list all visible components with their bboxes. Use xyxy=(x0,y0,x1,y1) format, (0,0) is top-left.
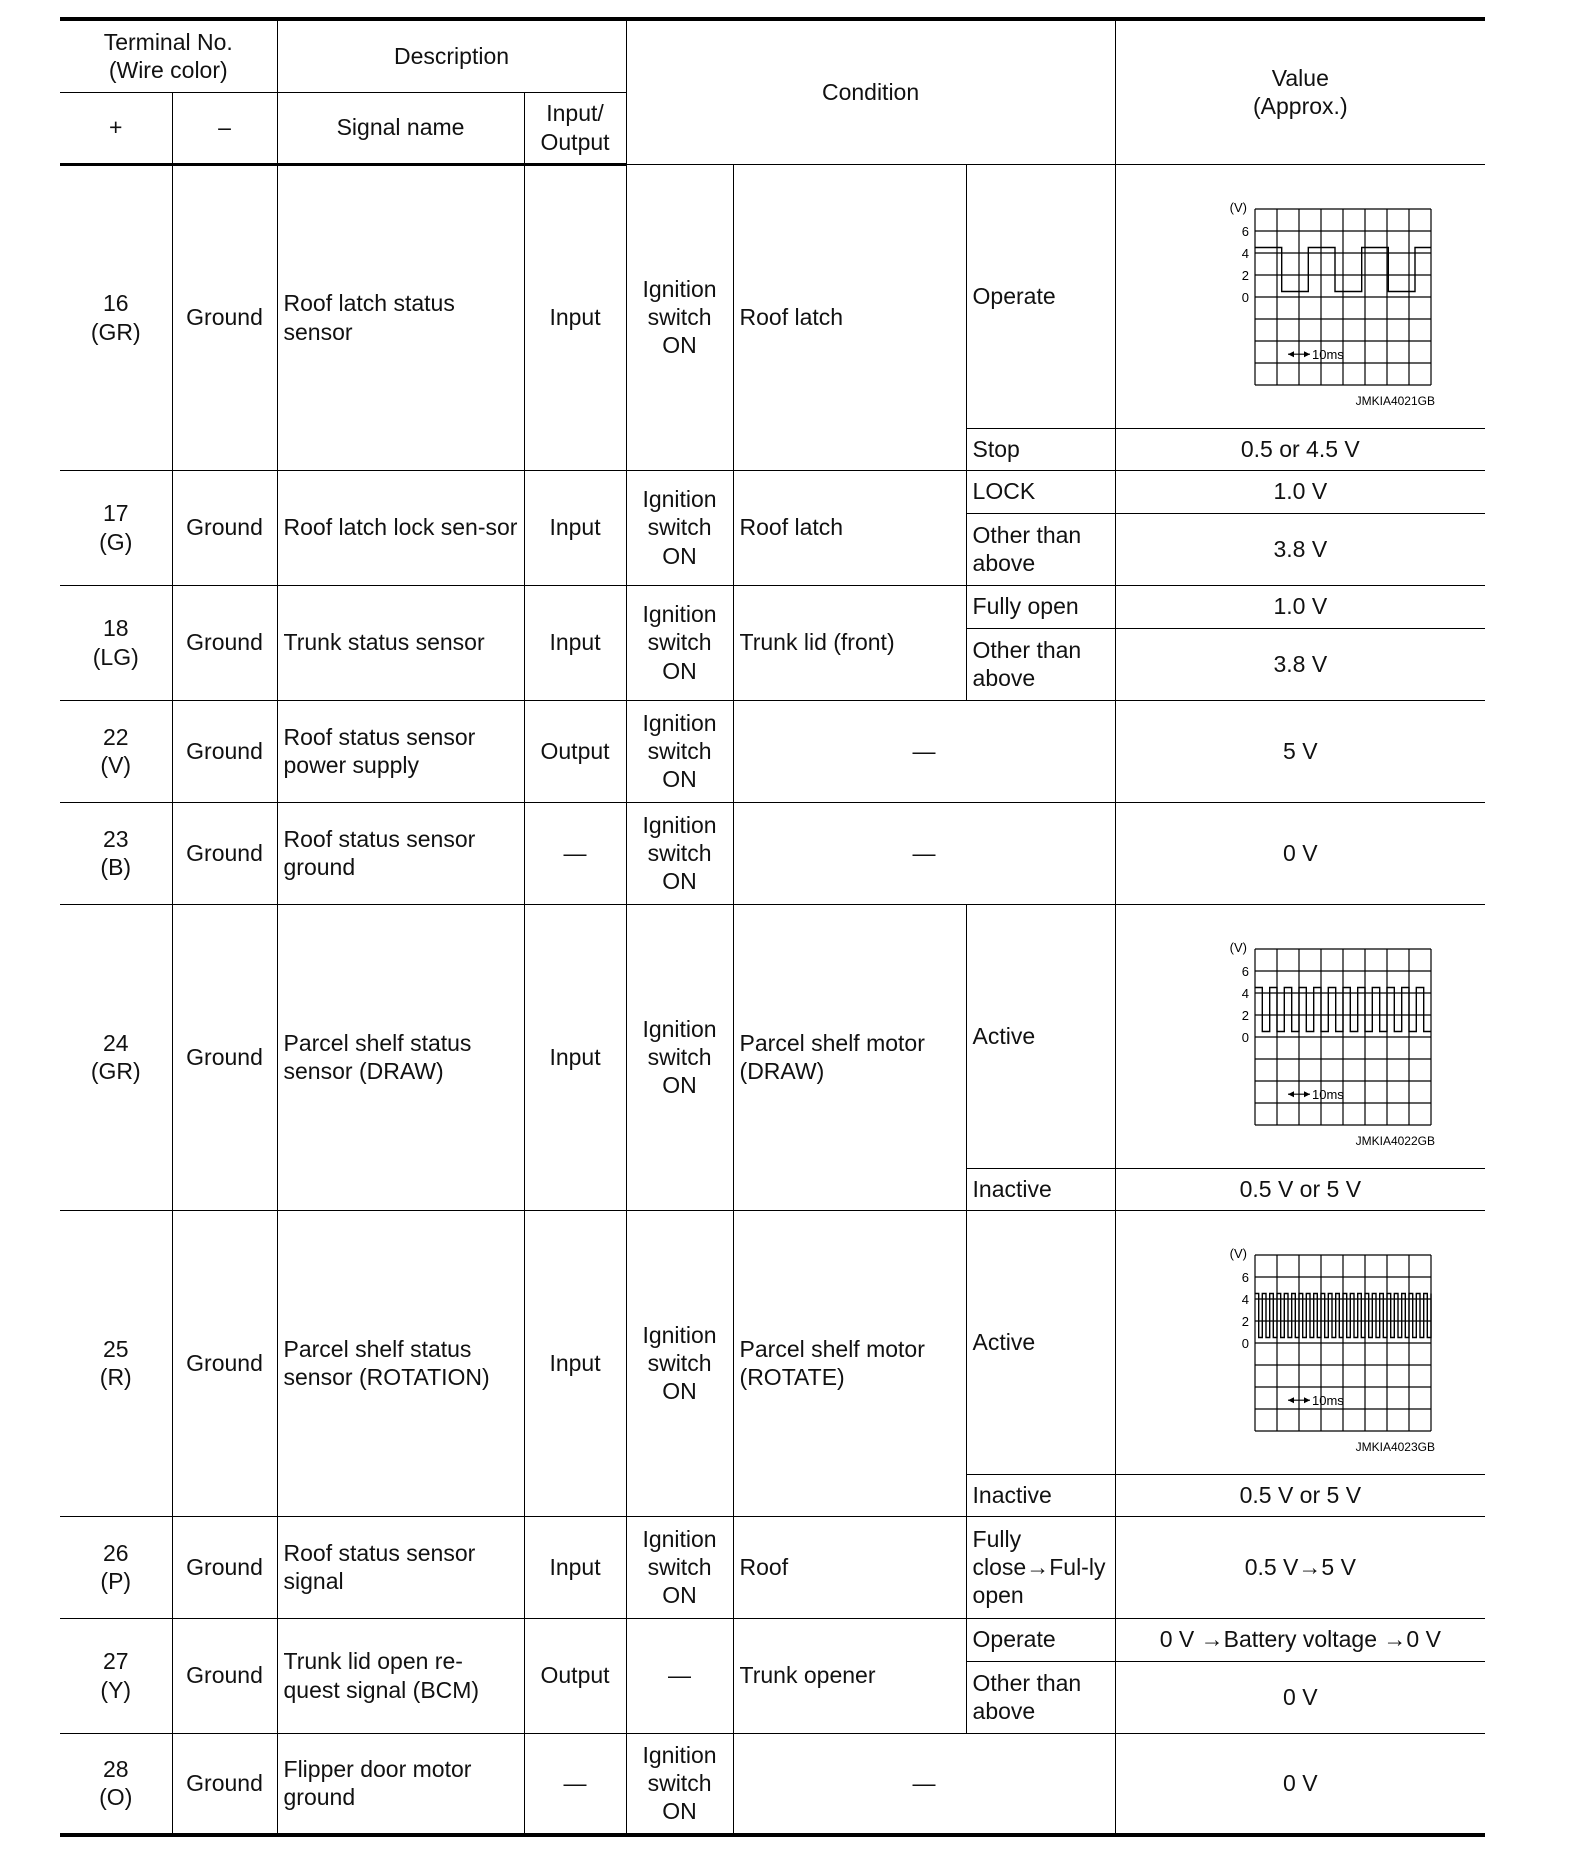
header-signal-name: Signal name xyxy=(277,92,524,164)
y-tick-label: 0 xyxy=(1242,290,1250,305)
y-tick-label: 4 xyxy=(1242,1292,1250,1307)
state-cell: Operate xyxy=(966,164,1115,428)
io-cell: Input xyxy=(524,470,626,585)
io-cell: Output xyxy=(524,1618,626,1733)
signal-name-cell: Roof status sensor ground xyxy=(277,802,524,904)
arrow-left-icon xyxy=(1288,1091,1294,1097)
wire-color: (G) xyxy=(99,528,133,555)
header-input-output xyxy=(524,92,626,164)
y-tick-label: 0 xyxy=(1242,1030,1250,1045)
header-plus: + xyxy=(60,92,172,164)
wire-color: (V) xyxy=(100,752,132,778)
ground-cell: Ground xyxy=(172,802,277,904)
terminal-number: 18 xyxy=(102,615,129,642)
condition-cell: Roof latch xyxy=(733,164,966,470)
io-cell: Output xyxy=(524,700,626,802)
value-cell: 0.5 or 4.5 V xyxy=(1115,428,1485,470)
ground-cell: Ground xyxy=(172,1516,277,1618)
ignition-cell xyxy=(626,164,733,470)
ground-cell: Ground xyxy=(172,904,277,1210)
terminal-number: 27 xyxy=(102,1648,129,1675)
state-cell: Stop xyxy=(966,428,1115,470)
table-row xyxy=(60,700,1485,802)
wire-color: (LG) xyxy=(92,643,139,670)
arrow-left-icon xyxy=(1288,351,1294,357)
condition-cell: Roof latch xyxy=(733,470,966,585)
ign-line2: switch xyxy=(647,514,712,541)
ignition-cell xyxy=(626,585,733,700)
signal-name-cell: Roof status sensor power supply xyxy=(277,700,524,802)
value-cell: 0 V →Battery voltage →0 V xyxy=(1115,1618,1485,1661)
state-cell: Other than above xyxy=(966,513,1115,585)
ground-cell: Ground xyxy=(172,1210,277,1516)
signal-name-cell: Roof latch status sensor xyxy=(277,164,524,470)
y-axis-unit: (V) xyxy=(1229,200,1248,215)
signal-name-cell: Parcel shelf status sensor (DRAW) xyxy=(277,904,524,1210)
table-row xyxy=(60,1618,1485,1661)
arrow-left-icon xyxy=(1288,1397,1294,1403)
header-io-line2: Output xyxy=(540,128,610,155)
value-cell: 0 V xyxy=(1115,1661,1485,1733)
ground-cell: Ground xyxy=(172,1618,277,1733)
y-tick-label: 6 xyxy=(1242,964,1250,979)
terminal-number: 23 xyxy=(102,825,129,852)
terminal-cell xyxy=(60,585,172,700)
ign-line3: ON xyxy=(662,1798,697,1825)
terminal-number: 25 xyxy=(102,1335,129,1362)
state-cell: Fully close→Ful-ly open xyxy=(966,1516,1115,1618)
waveform-cell xyxy=(1115,904,1485,1168)
header-io-line1: Input/ xyxy=(546,100,604,127)
io-cell: Input xyxy=(524,904,626,1210)
ign-line3: ON xyxy=(662,1582,697,1609)
ign-line2: switch xyxy=(647,1553,712,1580)
wire-color: (O) xyxy=(99,1784,133,1811)
ign-line2: switch xyxy=(647,1043,712,1070)
io-cell: Input xyxy=(524,1210,626,1516)
signal-name-cell: Flipper door motor ground xyxy=(277,1733,524,1835)
terminal-cell xyxy=(60,1516,172,1618)
ign-line1: Ignition xyxy=(642,1015,717,1042)
signal-name-cell: Parcel shelf status sensor (ROTATION) xyxy=(277,1210,524,1516)
y-tick-label: 4 xyxy=(1242,246,1250,261)
table-row xyxy=(60,802,1485,904)
terminal-cell xyxy=(60,470,172,585)
ground-cell: Ground xyxy=(172,585,277,700)
terminal-number: 28 xyxy=(102,1756,129,1783)
ign-line3: ON xyxy=(662,657,697,684)
header-terminal-no-label: Terminal No. xyxy=(103,29,233,56)
state-cell: Operate xyxy=(966,1618,1115,1661)
table-row xyxy=(60,470,1485,513)
time-scale-label: 10ms xyxy=(1312,1087,1345,1103)
wire-color: (P) xyxy=(100,1568,132,1594)
time-scale-label: 10ms xyxy=(1312,347,1345,363)
condition-cell: Parcel shelf motor (ROTATE) xyxy=(733,1210,966,1516)
condition-cell: Parcel shelf motor (DRAW) xyxy=(733,904,966,1210)
state-cell: Inactive xyxy=(966,1168,1115,1210)
header-value xyxy=(1115,19,1485,164)
waveform-cell xyxy=(1115,1210,1485,1474)
figure-ref-code: JMKIA4021GB xyxy=(1355,394,1436,408)
state-cell: Active xyxy=(966,1210,1115,1474)
terminal-number: 24 xyxy=(102,1029,129,1056)
ign-line1: Ignition xyxy=(642,811,717,838)
ign-line3: ON xyxy=(662,868,697,895)
value-cell: 0.5 V→5 V xyxy=(1115,1516,1485,1618)
terminal-number: 26 xyxy=(102,1539,129,1566)
arrow-right-icon xyxy=(1304,1397,1310,1403)
terminal-cell xyxy=(60,1733,172,1835)
ignition-cell xyxy=(626,802,733,904)
figure-ref-code: JMKIA4022GB xyxy=(1355,1134,1436,1148)
signal-name-cell: Trunk lid open re-quest signal (BCM) xyxy=(277,1618,524,1733)
ignition-cell: — xyxy=(626,1618,733,1733)
condition-cell: — xyxy=(733,1733,1115,1835)
waveform-cell xyxy=(1115,164,1485,428)
header-minus: – xyxy=(172,92,277,164)
figure-ref-code: JMKIA4023GB xyxy=(1355,1440,1436,1454)
header-condition: Condition xyxy=(626,19,1115,164)
value-cell: 1.0 V xyxy=(1115,470,1485,513)
wire-color: (GR) xyxy=(90,318,141,345)
terminal-cell xyxy=(60,802,172,904)
io-cell: Input xyxy=(524,1516,626,1618)
ground-cell: Ground xyxy=(172,700,277,802)
condition-cell: Roof xyxy=(733,1516,966,1618)
value-cell: 0 V xyxy=(1115,1733,1485,1835)
y-axis-unit: (V) xyxy=(1229,940,1248,955)
ign-line1: Ignition xyxy=(642,709,717,736)
terminal-cell xyxy=(60,164,172,470)
ign-line2: switch xyxy=(647,1349,712,1376)
state-cell: Other than above xyxy=(966,1661,1115,1733)
table-row xyxy=(60,1210,1485,1474)
terminal-number: 17 xyxy=(102,500,129,527)
ign-line1: Ignition xyxy=(642,1525,717,1552)
state-cell: Fully open xyxy=(966,585,1115,628)
header-terminal-no xyxy=(60,19,277,92)
time-scale-label: 10ms xyxy=(1312,1393,1345,1409)
signal-name-cell: Roof status sensor signal xyxy=(277,1516,524,1618)
y-tick-label: 2 xyxy=(1242,268,1250,283)
wire-color: (R) xyxy=(99,1364,132,1390)
ignition-cell xyxy=(626,470,733,585)
condition-cell: — xyxy=(733,700,1115,802)
ign-line2: switch xyxy=(647,1770,712,1797)
condition-cell: Trunk opener xyxy=(733,1618,966,1733)
ign-line3: ON xyxy=(662,542,697,569)
waveform-chart xyxy=(1155,921,1445,1151)
terminal-table xyxy=(60,17,1485,1837)
terminal-number: 22 xyxy=(102,723,129,750)
ignition-cell xyxy=(626,1210,733,1516)
terminal-cell xyxy=(60,1618,172,1733)
header-description: Description xyxy=(277,19,626,92)
header-value-label: Value xyxy=(1271,65,1329,92)
io-cell: — xyxy=(524,1733,626,1835)
wire-color: (B) xyxy=(100,854,132,880)
ign-line1: Ignition xyxy=(642,486,717,513)
value-cell: 0.5 V or 5 V xyxy=(1115,1474,1485,1516)
y-tick-label: 2 xyxy=(1242,1314,1250,1329)
ign-line1: Ignition xyxy=(642,1742,717,1769)
terminal-cell xyxy=(60,700,172,802)
value-cell: 0 V xyxy=(1115,802,1485,904)
waveform-chart xyxy=(1155,181,1445,411)
terminal-cell xyxy=(60,904,172,1210)
state-cell: Inactive xyxy=(966,1474,1115,1516)
state-cell: Other than above xyxy=(966,628,1115,700)
terminal-number: 16 xyxy=(102,290,129,317)
table-row xyxy=(60,1516,1485,1618)
ign-line2: switch xyxy=(647,303,712,330)
io-cell: Input xyxy=(524,164,626,470)
state-cell: LOCK xyxy=(966,470,1115,513)
signal-name-cell: Trunk status sensor xyxy=(277,585,524,700)
table-row xyxy=(60,585,1485,628)
signal-trace xyxy=(1255,1294,1431,1338)
value-cell: 0.5 V or 5 V xyxy=(1115,1168,1485,1210)
y-tick-label: 0 xyxy=(1242,1336,1250,1351)
y-tick-label: 4 xyxy=(1242,986,1250,1001)
ign-line1: Ignition xyxy=(642,601,717,628)
ignition-cell xyxy=(626,1516,733,1618)
header-wire-color-label: (Wire color) xyxy=(108,57,228,84)
condition-cell: — xyxy=(733,802,1115,904)
ign-line2: switch xyxy=(647,839,712,866)
y-tick-label: 6 xyxy=(1242,224,1250,239)
ign-line3: ON xyxy=(662,332,697,359)
arrow-right-icon xyxy=(1304,351,1310,357)
value-cell: 5 V xyxy=(1115,700,1485,802)
ign-line1: Ignition xyxy=(642,275,717,302)
ign-line1: Ignition xyxy=(642,1321,717,1348)
y-tick-label: 2 xyxy=(1242,1008,1250,1023)
ign-line2: switch xyxy=(647,737,712,764)
value-cell: 1.0 V xyxy=(1115,585,1485,628)
y-tick-label: 6 xyxy=(1242,1270,1250,1285)
io-cell: Input xyxy=(524,585,626,700)
waveform-chart xyxy=(1155,1227,1445,1457)
ignition-cell xyxy=(626,904,733,1210)
state-cell: Active xyxy=(966,904,1115,1168)
signal-name-cell: Roof latch lock sen-sor xyxy=(277,470,524,585)
wire-color: (GR) xyxy=(90,1058,141,1084)
ign-line2: switch xyxy=(647,629,712,656)
table-row xyxy=(60,1733,1485,1835)
table-row xyxy=(60,164,1485,428)
ignition-cell xyxy=(626,700,733,802)
ign-line3: ON xyxy=(662,1378,697,1405)
ign-line3: ON xyxy=(662,766,697,793)
value-cell: 3.8 V xyxy=(1115,513,1485,585)
ground-cell: Ground xyxy=(172,1733,277,1835)
arrow-right-icon xyxy=(1304,1091,1310,1097)
io-cell: — xyxy=(524,802,626,904)
table-row xyxy=(60,904,1485,1168)
y-axis-unit: (V) xyxy=(1229,1246,1248,1261)
value-cell: 3.8 V xyxy=(1115,628,1485,700)
ground-cell: Ground xyxy=(172,164,277,470)
condition-cell: Trunk lid (front) xyxy=(733,585,966,700)
terminal-cell xyxy=(60,1210,172,1516)
header-approx-label: (Approx.) xyxy=(1253,93,1348,120)
ground-cell: Ground xyxy=(172,470,277,585)
ignition-cell xyxy=(626,1733,733,1835)
ign-line3: ON xyxy=(662,1072,697,1099)
terminal-table-sheet xyxy=(60,17,1485,1837)
wire-color: (Y) xyxy=(100,1676,132,1703)
signal-trace xyxy=(1255,988,1431,1032)
